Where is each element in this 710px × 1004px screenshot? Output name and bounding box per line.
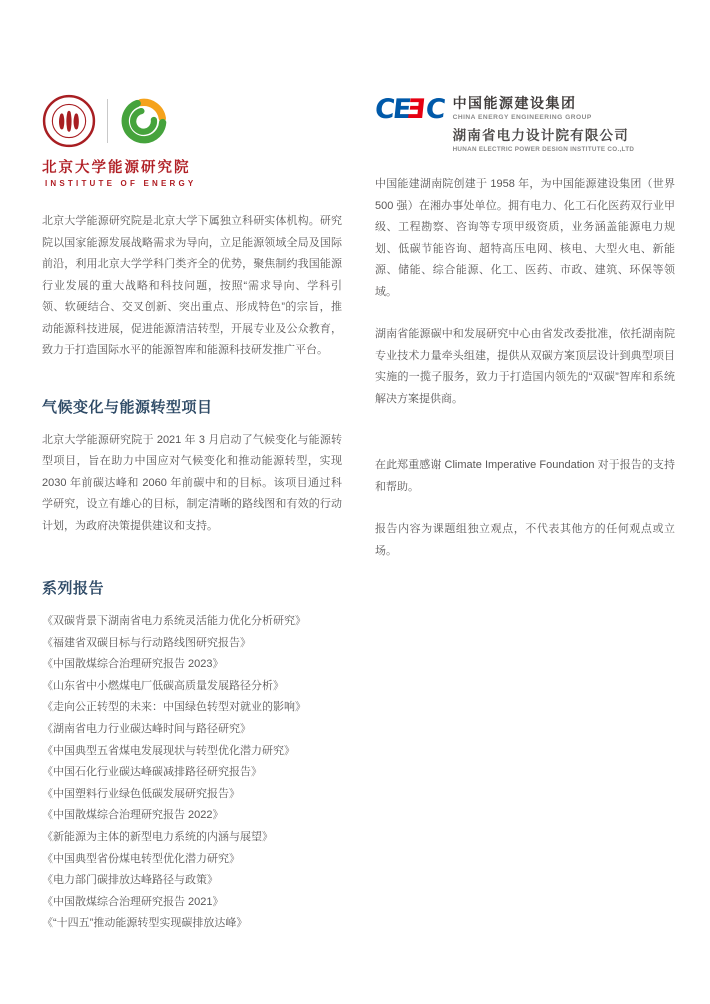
report-list (42, 611, 342, 935)
report-list-item: 《中国典型省份煤电转型优化潜力研究》 (42, 852, 240, 865)
two-column-layout (42, 93, 675, 935)
ceec-logo-text (453, 93, 635, 153)
pku-energy-logo (42, 93, 342, 149)
report-list-item: 《走向公正转型的未来：中国绿色转型对就业的影响》 (42, 701, 306, 714)
report-list-item: 《福建省双碳目标与行动路线图研究报告》 (42, 636, 251, 649)
right-column (375, 93, 675, 935)
pku-seal-icon (42, 94, 96, 148)
report-list-item: 《电力部门碳排放达峰路径与政策》 (42, 874, 218, 887)
report-list-item: 《新能源为主体的新型电力系统的内涵与展望》 (42, 830, 273, 843)
pku-institute-subtitle: INSTITUTE OF ENERGY (45, 179, 197, 188)
report-list-item: 《中国散煤综合治理研究报告 2023》 (42, 658, 224, 671)
disclaimer-paragraph: 报告内容为课题组独立观点，不代表其他方的任何观点或立场。 (375, 523, 675, 557)
energy-institute-swirl-icon (119, 96, 169, 146)
report-list-item: 《中国典型五省煤电发展现状与转型优化潜力研究》 (42, 744, 295, 757)
left-column (42, 93, 342, 935)
report-list-item: 《“十四五”推动能源转型实现碳排放达峰》 (42, 917, 248, 930)
ceec-company-name-cn: 湖南省电力设计院有限公司 (452, 128, 629, 143)
ceec-logo-icon: CEEC (373, 94, 446, 125)
acknowledgement-paragraph: 在此郑重感谢 Climate Imperative Foundation 对于报告的支持和帮助。 (375, 459, 675, 493)
ceec-group-name-cn: 中国能源建设集团 (452, 95, 577, 111)
report-list-item: 《中国散煤综合治理研究报告 2021》 (42, 895, 224, 908)
report-list-item: 《湖南省电力行业碳达峰时间与路径研究》 (42, 722, 251, 735)
ceec-company-name-en: HUNAN ELECTRIC POWER DESIGN INSTITUTE CO.,LTD (452, 146, 635, 153)
report-list-item: 《山东省中小燃煤电厂低碳高质量发展路径分析》 (42, 679, 284, 692)
ceec-group-name-en: CHINA ENERGY ENGINEERING GROUP (452, 114, 592, 121)
carbon-center-paragraph: 湖南省能源碳中和发展研究中心由省发改委批准，依托湖南院专业技术力量牵头组建，提供从双碳方案顶层设计到典型项目实施的一揽子服务，致力于打造国内领先的“双碳”智库和系统解决方案提供商。 (375, 328, 675, 405)
logo-divider (107, 99, 108, 143)
pku-about-paragraph: 北京大学能源研究院是北京大学下属独立科研实体机构。研究院以国家能源发展战略需求为导向，立足能源领域全局及国际前沿，利用北京大学学科门类齐全的优势，聚焦制约我国能源行业发展的重大战略和科技问题，按照“需求导向、学科引领、软硬结合、交叉创新、突出重点、形成特色”的宗旨，推动能源科技进展，促进能源清洁转型，开展专业及公众教育，致力于打造国际水平的能源智库和能源科技研发推广平台。 (42, 215, 342, 356)
report-list-item: 《中国石化行业碳达峰碳减排路径研究报告》 (42, 766, 262, 779)
project-paragraph: 北京大学能源研究院于 2021 年 3 月启动了气候变化与能源转型项目，旨在助力中国应对气候变化和推动能源转型，实现 2030 年前碳达峰和 2060 年前碳中和的目标。该项目通过科学研究，设立有雄心的目标，制定清晰的路线图和有效的行动计划，为政府决策提供建议和支持。 (42, 433, 342, 532)
report-list-item: 《双碳背景下湖南省电力系统灵活能力优化分析研究》 (42, 615, 306, 627)
hunan-institute-paragraph: 中国能建湖南院创建于 1958 年，为中国能源建设集团（世界 500 强）在湘办事处单位。拥有电力、化工石化医药双行业甲级、工程勘察、咨询等专项甲级资质，业务涵盖能源电力规划、低碳节能咨询、超特高压电网、核电、大型火电、新能源、储能、综合能源、化工、医药、市政、建筑、环保等领域。 (375, 178, 675, 298)
project-section-heading: 气候变化与能源转型项目 (42, 398, 213, 416)
pku-institute-title: 北京大学能源研究院 (42, 160, 191, 176)
report-list-item: 《中国塑料行业绿色低碳发展研究报告》 (42, 787, 240, 800)
series-section-heading: 系列报告 (42, 580, 105, 597)
report-list-item: 《中国散煤综合治理研究报告 2022》 (42, 809, 224, 822)
ceec-logo (375, 93, 675, 153)
